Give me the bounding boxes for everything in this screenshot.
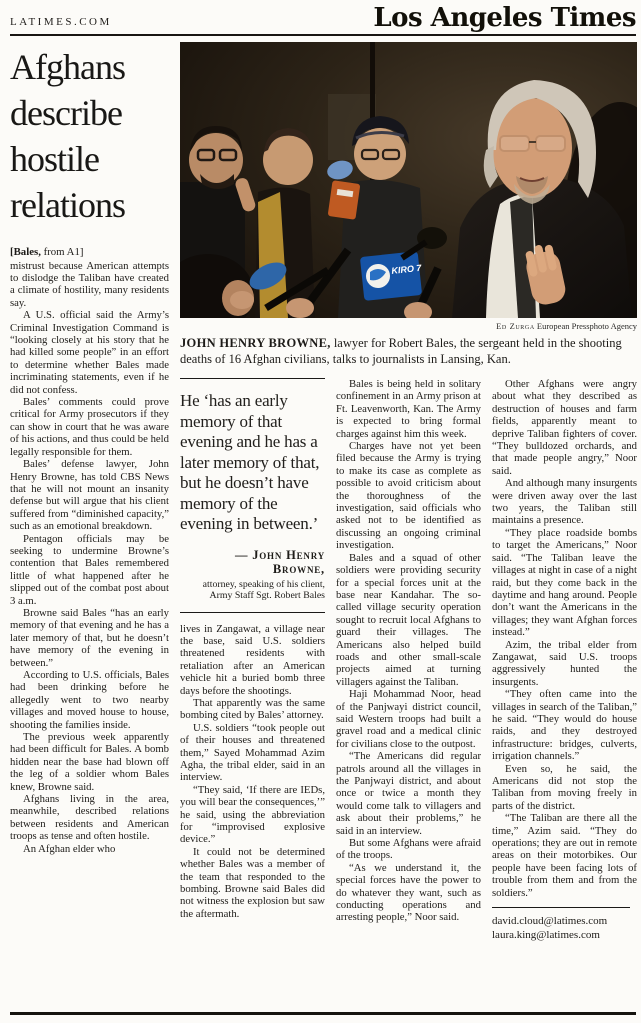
article-paragraph: “They often came into the villages in search of the Taliban,” he said. “They would do house raids, and they destroyed infrastructure: bridges, culverts, irrigation channels.”	[492, 688, 637, 763]
continuation-bold: [Bales,	[10, 246, 41, 258]
article-paragraph: Haji Mohammad Noor, head of the Panjwayi district council, said Western troops had built a gravel road and a medical clinic for civilians close to the outpost.	[336, 688, 481, 750]
article-paragraph: “The Americans did regular patrols around all the villages in the Panjwayi district, and about once or twice a month they would come talk to villagers and ask about their problems,” he said in an interview.	[336, 750, 481, 837]
article-paragraph: Even so, he said, the Americans did not stop the Taliban from moving freely in parts of the district.	[492, 762, 637, 812]
article-paragraph: And although many insurgents were driven away over the last two years, the Taliban still maintains a presence.	[492, 477, 637, 527]
article-paragraph: “As we understand it, the special forces have the power to do whatever they want, such as conducting operations and arresting people,” Noor said.	[336, 861, 481, 924]
article-paragraph: Browne said Bales “has an early memory of that evening and he has a later memory of that, but he doesn’t have memory of the evening in between.”	[10, 606, 169, 669]
column-3-body	[336, 378, 481, 924]
photo-credit-agency: European Pressphoto Agency	[536, 321, 637, 331]
site-url: LATIMES.COM	[10, 16, 112, 28]
headline: Afghans describe hostile relations	[10, 47, 125, 225]
column-1	[10, 44, 169, 1010]
bottom-rule	[10, 1012, 636, 1015]
lawyer-glasses-left	[500, 136, 529, 151]
masthead-logo: Los Angeles Times	[373, 3, 636, 33]
article-paragraph: Azim, the tribal elder from Zangawat, said U.S. troops aggressively hunted the insurgents.	[492, 638, 637, 688]
page-header	[10, 0, 636, 36]
author-emails-block	[492, 907, 630, 942]
kiro-label: KIRO 7	[390, 262, 422, 276]
hand	[230, 291, 254, 309]
column-1-body	[10, 260, 169, 856]
article-paragraph: lives in Zangawat, a village near the base, said U.S. soldiers threatened residents with retaliation after an American vehicle hit a buried bomb three days before the shootings.	[180, 622, 325, 697]
article-paragraph: “They said, ‘If there are IEDs, you will bear the consequences,’” he said, using the abbreviation for “improvised explosive device.”	[180, 783, 325, 846]
article-paragraph: U.S. soldiers “took people out of their houses and threatened them,” Sayed Mohammad Azim Agha, the tribal elder, said in an interview.	[180, 721, 325, 784]
article-paragraph: mistrust because American attempts to dislodge the Taliban have created a climate of hostility, many residents say.	[10, 259, 169, 309]
article-paragraph: Bales’ comments could prove critical for Army prosecutors if they can show in court that he was aware of his actions, and thus could be held legally responsible for them.	[10, 396, 169, 458]
column-4-body	[492, 378, 637, 899]
column-2	[180, 378, 325, 1018]
pull-quote-role: attorney, speaking of his client, Army Staff Sgt. Robert Bales	[202, 578, 325, 601]
article-paragraph: An Afghan elder who	[23, 842, 116, 855]
photo-john-henry-browne	[180, 42, 637, 318]
article-paragraph: It could not be determined whether Bales was a member of the team that responded to the bombing. Browne said Bales did not witness the explosion but saw the aftermath.	[180, 845, 325, 920]
article-paragraph: “They place roadside bombs to target the Americans,” Noor said. “The Taliban leave the villages at night in case of a night raid, but they come back in the daytime and hang around. People don’t want the Americans in the villages; they want Afghan forces instead.”	[492, 526, 637, 639]
article-paragraph: The previous week apparently had been difficult for Bales. A bomb hidden near the base had blown off the leg of a soldier whom Bales knew, Browne said.	[10, 731, 169, 793]
orange-mic-flag	[328, 180, 361, 220]
pull-quote-attribution: — John Henry Browne,	[234, 547, 325, 576]
column-2-body	[180, 623, 325, 921]
author-emails	[492, 914, 630, 942]
lawyer-glasses-right	[536, 136, 565, 151]
continuation-rest: from A1]	[40, 246, 84, 258]
article-paragraph: Afghans living in the area, meanwhile, described relations between residents and American troops as tense and often hostile.	[10, 793, 169, 843]
columns-row	[180, 378, 637, 1018]
continuation-line	[10, 246, 169, 259]
news-photo	[180, 42, 637, 318]
article-paragraph: But some Afghans were afraid of the troops.	[336, 837, 481, 862]
article-paragraph: A U.S. official said the Army’s Criminal Investigation Command is “looking closely at his story that he had killed some people” in an effort to determine whether Bales made incriminating statements, even if he did not confess.	[10, 309, 169, 396]
hand	[286, 298, 314, 318]
article-paragraph: Bales is being held in solitary confinement in an Army prison at Ft. Leavenworth, Kan. The Army is expected to bring formal charges against him this week.	[336, 378, 481, 440]
article-paragraph: Pentagon officials may be seeking to undermine Browne’s contention that Bales remembered little of what happened after he slipped out of the combat post about 3 a.m.	[10, 532, 169, 607]
caption-rest: lawyer for Robert Bales, the sergeant held in the shooting deaths of 16 Afghan civilians, talks to journalists in Lansing, Kan.	[180, 336, 622, 366]
photo-credit-name: Ed Zurga	[496, 321, 535, 331]
article-paragraph: “The Taliban are there all the time,” Azim said. “They do operations; they are out in remote areas on their motorbikes. Our people have been facing lots of trouble from them and from the soldiers.”	[492, 812, 637, 899]
article-paragraph: According to U.S. officials, Bales had been drinking before he allegedly went to two nearby villages and moved house to house, shooting the families inside.	[10, 669, 169, 731]
article-paragraph: Bales and a squad of other soldiers were providing security for a special forces unit at the base near Kandahar. The so-called village security operation sought to recruit local Afghans to guard their villages. The Americans also helped build roads and other small-scale projects aimed at turning villagers against the Taliban.	[336, 551, 481, 688]
article-paragraph: laura.king@latimes.com	[492, 929, 600, 942]
article-paragraph: david.cloud@latimes.com	[492, 915, 608, 928]
photo-and-columns	[180, 42, 637, 1018]
pull-quote	[180, 378, 325, 613]
caption-lead: JOHN HENRY BROWNE,	[180, 336, 331, 350]
photo-credit	[180, 321, 637, 331]
article-paragraph: Bales’ defense lawyer, John Henry Browne, has told CBS News that he will not mount an insanity defense but will argue that his client suffered from “diminished capacity,” such as an emotional breakdown.	[10, 458, 169, 533]
column-3	[336, 378, 481, 1018]
column-4	[492, 378, 637, 1018]
photo-caption	[180, 336, 637, 367]
article-paragraph: Charges have not yet been filed because the Army is trying to make its case as complete as possible to avoid criticism about the thoroughness of the investigation, said officials who asked not to be identified as discussing an ongoing criminal investigation.	[336, 440, 481, 552]
pull-quote-text: He ‘has an early memory of that evening and he has a later memory of that, but he doesn’t have memory of the evening in between.’	[180, 391, 320, 533]
article-paragraph: Other Afghans were angry about what they described as destruction of houses and farm fields, apparently meant to deprive Taliban fighters of cover. “They bulldozed orchards, and that made people angry,” Noor said.	[492, 378, 637, 477]
article-paragraph: That apparently was the same bombing cited by Bales’ attorney.	[180, 696, 325, 722]
